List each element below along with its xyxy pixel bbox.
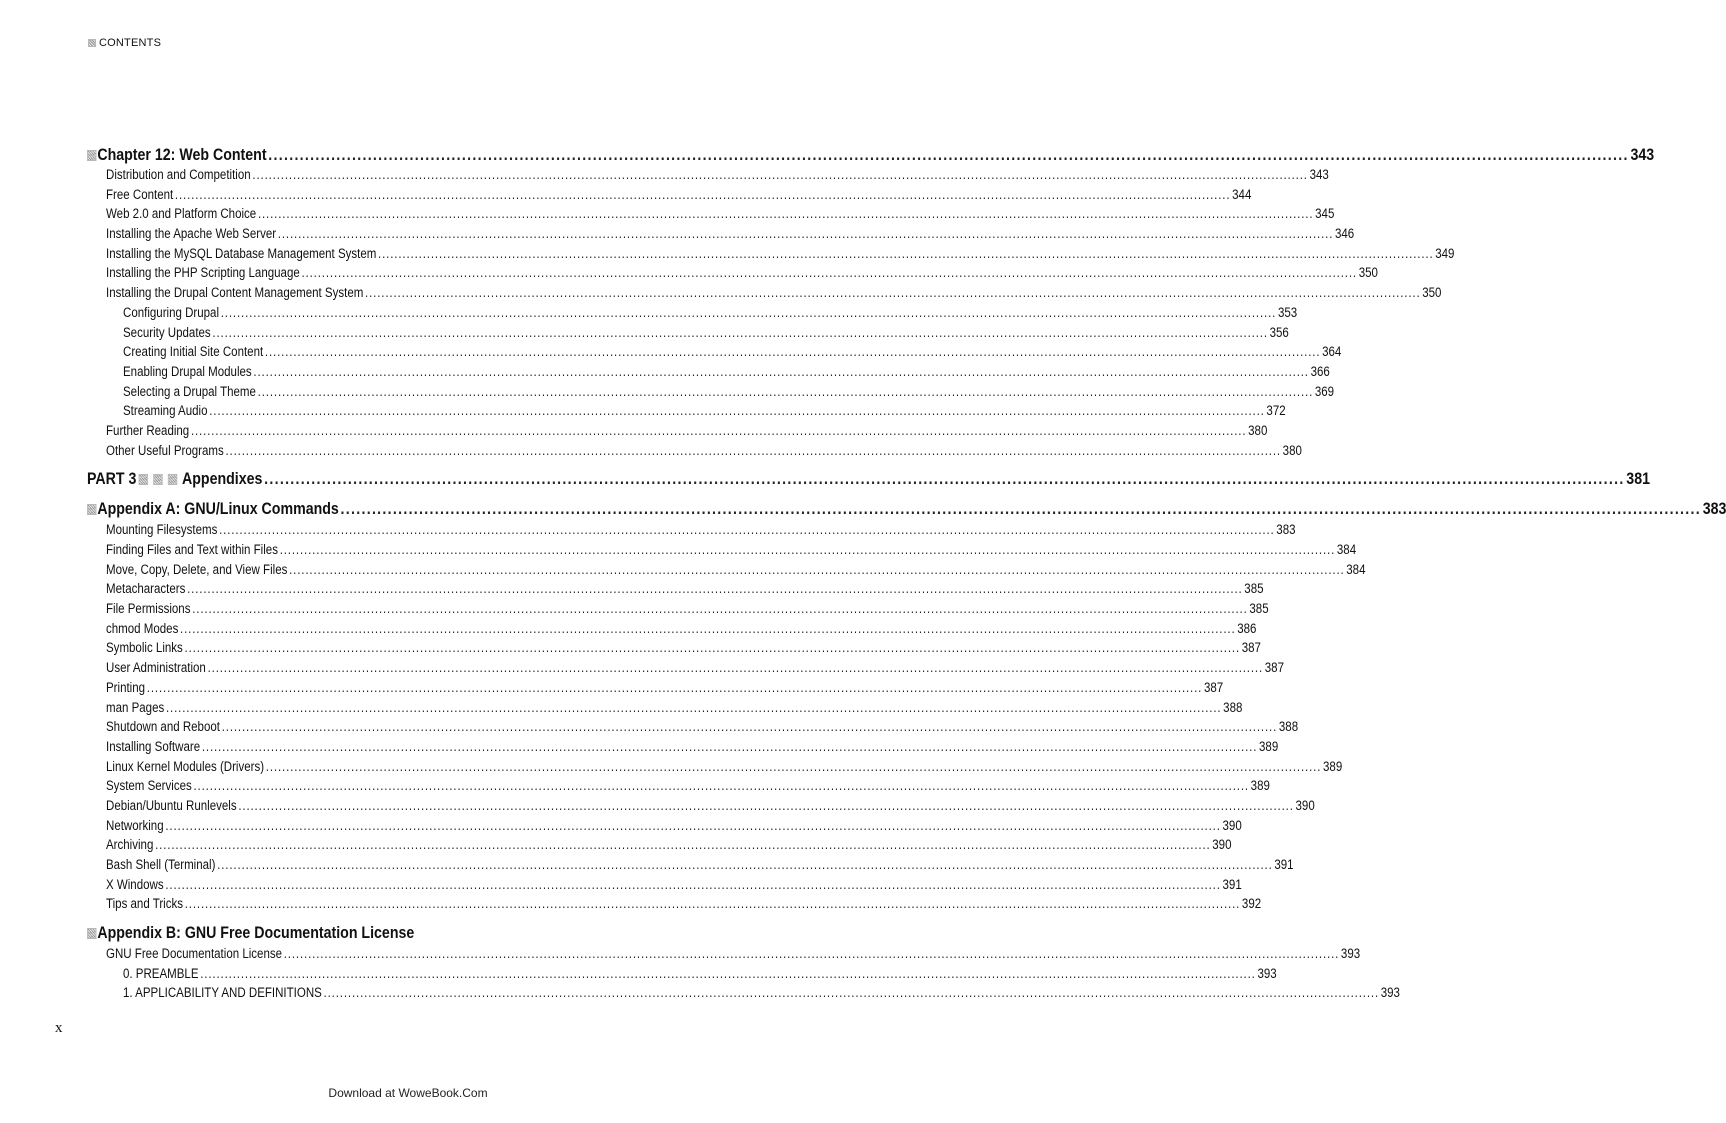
square-bullet-icon (87, 150, 96, 161)
toc-subsection[interactable] (123, 344, 1342, 364)
toc-subsection[interactable] (123, 324, 1289, 345)
toc-label: Shutdown and Reboot (106, 719, 220, 735)
dot-leader: .................................................................................................................................................................................................................................................................... (180, 620, 1236, 636)
toc-section[interactable] (106, 946, 1361, 966)
dot-leader: .................................................................................................................................................................................................................................................................... (220, 304, 1277, 320)
toc-label: Chapter 12: Web Content (97, 145, 267, 164)
dot-leader: .................................................................................................................................................................................................................................................................... (217, 857, 1273, 872)
square-bullet-icon (88, 39, 96, 47)
toc-label: Move, Copy, Delete, and View Files (106, 561, 288, 577)
toc-page-number: 391 (1222, 876, 1242, 892)
toc-label: Printing (106, 679, 146, 695)
toc-subsection[interactable] (123, 363, 1330, 384)
toc-section[interactable] (106, 640, 1261, 660)
toc-label: Bash Shell (Terminal) (106, 857, 216, 872)
toc-page-number: 343 (1630, 145, 1655, 164)
dot-leader: .................................................................................................................................................................................................................................................................... (253, 363, 1309, 379)
toc-page-number: 356 (1269, 324, 1289, 340)
toc-page-number: 384 (1346, 561, 1366, 577)
dot-leader: .................................................................................................................................................................................................................................................................... (165, 699, 1222, 715)
part-number: PART 3 (87, 470, 137, 489)
toc-label: Appendix A: GNU/Linux Commands (97, 500, 339, 519)
toc-label: Selecting a Drupal Theme (123, 383, 256, 399)
toc-label: Further Reading (106, 422, 190, 438)
toc-page-number: 391 (1274, 857, 1294, 872)
toc-label: 1. APPLICABILITY AND DEFINITIONS (123, 985, 322, 1001)
toc-label: User Administration (106, 660, 206, 676)
dot-leader: .................................................................................................................................................................................................................................................................... (209, 403, 1265, 419)
dot-leader: .................................................................................................................................................................................................................................................................... (365, 285, 1421, 301)
toc-subsection[interactable] (123, 965, 1277, 986)
toc-label: Networking (106, 817, 164, 833)
toc-section[interactable] (106, 778, 1270, 798)
toc-section[interactable] (106, 422, 1268, 443)
toc-subsection[interactable] (123, 985, 1400, 1005)
toc-page-number: 393 (1340, 946, 1361, 962)
download-footer: Download at WoweBook.Com (328, 1086, 488, 1100)
toc-page-number: 387 (1203, 679, 1224, 695)
toc-page-number: 387 (1241, 640, 1261, 656)
dot-leader: .................................................................................................................................................................................................................................................................... (252, 167, 1308, 182)
dot-leader: .................................................................................................................................................................................................................................................................... (201, 738, 1258, 754)
toc-page-number: 383 (1276, 522, 1296, 538)
toc-page-number: 350 (1358, 265, 1378, 281)
square-bullet-icon (87, 928, 96, 939)
toc-page-number: 383 (1702, 500, 1726, 519)
toc-page-number: 350 (1422, 285, 1442, 301)
toc-page-number: 390 (1222, 817, 1242, 833)
toc-section[interactable] (106, 660, 1284, 680)
toc-page-number: 353 (1277, 304, 1298, 320)
toc-section[interactable] (106, 285, 1442, 305)
toc-section[interactable] (106, 699, 1243, 720)
toc-subsection[interactable] (123, 304, 1298, 325)
toc-label: Web 2.0 and Platform Choice (106, 206, 257, 222)
dot-leader: .................................................................................................................................................................................................................................................................... (187, 581, 1243, 597)
toc-label: chmod Modes (106, 620, 179, 636)
toc-section[interactable] (106, 738, 1279, 759)
toc-section[interactable] (106, 186, 1252, 207)
toc-section[interactable] (106, 837, 1232, 857)
toc-label: Symbolic Links (106, 640, 183, 656)
toc-label: Free Content (106, 186, 174, 202)
toc-page-number: 381 (1626, 470, 1650, 489)
toc-page-number: 388 (1278, 719, 1299, 735)
dot-leader: .................................................................................................................................................................................................................................................................... (221, 719, 1278, 735)
toc-section[interactable] (106, 876, 1242, 897)
toc-label: Installing the Apache Web Server (106, 226, 277, 242)
toc-section[interactable] (106, 561, 1366, 582)
toc-label: Tips and Tricks (106, 896, 184, 912)
toc-page-number: 389 (1250, 778, 1270, 794)
toc-page-number: 344 (1232, 186, 1252, 202)
dot-leader: .................................................................................................................................................................................................................................................................... (219, 522, 1275, 538)
toc-page-number: 390 (1295, 797, 1315, 813)
dot-leader: .................................................................................................................................................................................................................................................................... (192, 601, 1248, 617)
page-number: x (55, 1020, 63, 1036)
dot-leader: .................................................................................................................................................................................................................................................................... (277, 226, 1334, 242)
dot-leader: .................................................................................................................................................................................................................................................................... (165, 817, 1221, 833)
toc-page-number: 384 (1336, 542, 1357, 557)
dot-leader: .................................................................................................................................................................................................................................................................... (289, 561, 1345, 577)
toc-label: Enabling Drupal Modules (123, 363, 252, 379)
toc-page-number: 366 (1310, 363, 1330, 379)
dot-leader: .................................................................................................................................................................................................................................................................... (340, 500, 1701, 519)
toc-label: Finding Files and Text within Files (106, 542, 278, 557)
toc-section[interactable] (106, 522, 1296, 542)
toc-label: Appendix B: GNU Free Documentation License (97, 924, 415, 943)
dot-leader: .................................................................................................................................................................................................................................................................... (257, 383, 1314, 399)
toc-page-number: 380 (1282, 442, 1302, 458)
toc-label: GNU Free Documentation License (106, 946, 283, 962)
toc-label: Distribution and Competition (106, 167, 251, 182)
toc-section[interactable] (106, 265, 1378, 285)
toc-section[interactable] (106, 226, 1355, 246)
toc-page-number: 386 (1237, 620, 1257, 636)
toc-label: Installing Software (106, 738, 201, 754)
toc-page-number: 393 (1380, 985, 1400, 1001)
dot-leader: .................................................................................................................................................................................................................................................................... (155, 837, 1211, 853)
dot-leader: .................................................................................................................................................................................................................................................................... (165, 876, 1221, 892)
dot-leader: .................................................................................................................................................................................................................................................................... (301, 265, 1357, 281)
toc-label: Other Useful Programs (106, 442, 224, 458)
dot-leader: .................................................................................................................................................................................................................................................................... (225, 442, 1281, 458)
toc-label: man Pages (106, 699, 165, 715)
toc-page-number: 387 (1264, 660, 1284, 676)
toc-label: Linux Kernel Modules (Drivers) (106, 758, 265, 774)
toc-section[interactable] (106, 601, 1269, 621)
toc-page-number: 389 (1259, 738, 1279, 754)
toc-label: Installing the Drupal Content Management System (106, 285, 364, 301)
square-bullet-icon (154, 474, 163, 485)
part-title: Appendixes (181, 470, 263, 489)
toc-label: System Services (106, 778, 192, 794)
toc-page-number: 349 (1435, 245, 1455, 261)
toc-chapter[interactable] (87, 921, 719, 946)
toc-page-number: 345 (1315, 206, 1335, 222)
toc-label: X Windows (106, 876, 164, 892)
toc-label: 0. PREAMBLE (123, 965, 199, 981)
toc-section[interactable] (106, 442, 1302, 463)
toc-section[interactable] (106, 542, 1357, 562)
toc-page-number: 390 (1212, 837, 1232, 853)
toc-section[interactable] (106, 758, 1343, 779)
dot-leader: .................................................................................................................................................................................................................................................................... (257, 206, 1314, 222)
toc-section[interactable] (106, 167, 1329, 187)
toc-page-number: 389 (1323, 758, 1343, 774)
dot-leader: .................................................................................................................................................................................................................................................................... (193, 778, 1249, 794)
dot-leader: .................................................................................................................................................................................................................................................................... (264, 470, 1625, 489)
toc-section[interactable] (106, 620, 1257, 641)
dot-leader: .................................................................................................................................................................................................................................................................... (146, 679, 1203, 695)
dot-leader: .................................................................................................................................................................................................................................................................... (174, 186, 1231, 202)
toc-label: Configuring Drupal (123, 304, 220, 320)
dot-leader: .................................................................................................................................................................................................................................................................... (268, 145, 1629, 164)
header-label: CONTENTS (99, 37, 162, 49)
toc-page-number: 385 (1244, 581, 1264, 597)
toc-page-number: 369 (1314, 383, 1335, 399)
toc-chapter[interactable] (87, 497, 1726, 522)
dot-leader: .................................................................................................................................................................................................................................................................... (184, 640, 1241, 656)
dot-leader: .................................................................................................................................................................................................................................................................... (283, 946, 1340, 962)
dot-leader: .................................................................................................................................................................................................................................................................... (238, 797, 1294, 813)
toc-section[interactable] (106, 817, 1242, 838)
toc-label: Mounting Filesystems (106, 522, 218, 538)
toc-label: File Permissions (106, 601, 191, 617)
toc-part[interactable] (87, 467, 1650, 492)
toc-page-number: 392 (1241, 896, 1262, 912)
toc-section[interactable] (106, 896, 1262, 916)
toc-page-number: 346 (1334, 226, 1355, 242)
table-of-contents (0, 143, 1726, 1005)
toc-subsection[interactable] (123, 383, 1335, 404)
running-header (88, 37, 161, 49)
dot-leader: .................................................................................................................................................................................................................................................................... (265, 758, 1322, 774)
toc-page-number: 372 (1266, 403, 1286, 419)
toc-section[interactable] (106, 245, 1455, 266)
toc-label: Installing the PHP Scripting Language (106, 265, 300, 281)
square-bullet-icon (139, 474, 148, 485)
toc-page-number: 380 (1248, 422, 1268, 438)
toc-page-number: 388 (1223, 699, 1243, 715)
dot-leader: .................................................................................................................................................................................................................................................................... (378, 245, 1434, 261)
dot-leader: .................................................................................................................................................................................................................................................................... (200, 965, 1256, 981)
toc-label: Metacharacters (106, 581, 186, 597)
toc-section[interactable] (106, 581, 1264, 601)
toc-part-label (87, 470, 262, 489)
toc-section[interactable] (106, 679, 1224, 700)
dot-leader: .................................................................................................................................................................................................................................................................... (279, 542, 1336, 557)
toc-section[interactable] (106, 719, 1299, 739)
dot-leader: .................................................................................................................................................................................................................................................................... (212, 324, 1268, 340)
toc-label: Streaming Audio (123, 403, 208, 419)
toc-label: Debian/Ubuntu Runlevels (106, 797, 237, 813)
dot-leader: .................................................................................................................................................................................................................................................................... (184, 896, 1241, 912)
square-bullet-icon (87, 504, 96, 515)
dot-leader: .................................................................................................................................................................................................................................................................... (323, 985, 1380, 1001)
toc-label: Creating Initial Site Content (123, 344, 264, 360)
toc-page-number: 343 (1309, 167, 1329, 182)
toc-section[interactable] (106, 206, 1335, 226)
toc-page-number: 393 (1257, 965, 1277, 981)
toc-label: Archiving (106, 837, 154, 853)
dot-leader: .................................................................................................................................................................................................................................................................... (207, 660, 1264, 676)
toc-label: Installing the MySQL Database Management System (106, 245, 377, 261)
square-bullet-icon (168, 474, 177, 485)
toc-chapter[interactable] (87, 143, 1655, 167)
dot-leader: .................................................................................................................................................................................................................................................................... (190, 422, 1247, 438)
toc-section[interactable] (106, 857, 1294, 877)
toc-subsection[interactable] (123, 403, 1286, 423)
toc-section[interactable] (106, 797, 1315, 818)
toc-label: Security Updates (123, 324, 211, 340)
toc-page-number: 385 (1249, 601, 1269, 617)
dot-leader: .................................................................................................................................................................................................................................................................... (264, 344, 1321, 360)
toc-page-number: 364 (1322, 344, 1342, 360)
